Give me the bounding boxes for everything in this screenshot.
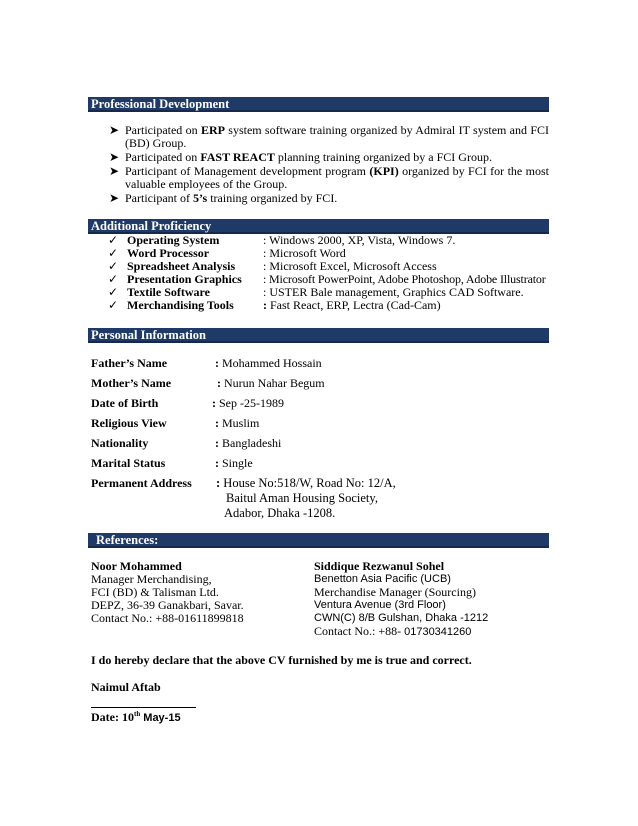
- list-item: ➤ Participant of 5’s training organized by FCI.: [109, 191, 338, 205]
- declaration-text: I do hereby declare that the above CV furnished by me is true and correct.: [91, 653, 472, 667]
- arrow-bullet-icon: ➤: [109, 150, 120, 164]
- cv-page: Professional Development ➤ Participated on ERP system software training organized by Admiral IT system and FCI (BD) Group. ➤ Participated on FAST REACT planning training organized by a FCI Group. ➤ Participant of Management development program (KPI) organized by FCI for the most valuable employees of the Group. ➤ Participant of 5’s training organized by FCI. Additional Proficiency ✓ Operating System : Windows 2000, XP, Vista, Windows 7. ✓ Word Processor : Microsoft Word ✓ Spreadsheet Analysis : Microsoft Excel, Microsoft Access ✓ Presentation Graphics : Microsoft PowerPoint, Adobe Photoshop, Adobe Illustrator ✓ Textile Software : USTER Bale management, Graphics CAD Software. ✓ Merchandising Tools : Fast React, ERP, Lectra (Cad-Cam) Personal Information Father’s Name : Mohammed Hossain Mother’s Name : Nurun Nahar Begum Date of Birth : Sep -25-1989 Religious View : Muslim Nationality : Bangladeshi Marital Status : Single Permanent Address : House No:518/W, Road No: 12/A, Baitul Aman Housing Society, Adabor, Dhaka -1208. References: Noor Mohammed Manager Merchandising, FCI (BD) & Talisman Ltd. DEPZ, 36-39 Ganakbari, Savar. Contact No.: +88-01611899818 Siddique Rezwanul Sohel Benetton Asia Pacific (UCB) Merchandise Manager (Sourcing) Ventura Avenue (3rd Floor) CWN(C) 8/B Gulshan, Dhaka -1212 Contact No.: +88- 01730341260 I do hereby declare that the above CV furnished by me is true and correct. Naimul Aftab Date: 10th May-15: [0, 0, 638, 826]
- date-line: Date: 10th May-15: [91, 710, 181, 724]
- section-header-personal-information: Personal Information: [88, 328, 549, 343]
- list-item: ✓ Spreadsheet Analysis : Microsoft Excel, Microsoft Access: [108, 259, 437, 273]
- signature-name: Naimul Aftab: [91, 680, 161, 694]
- checkmark-icon: ✓: [108, 298, 119, 312]
- checkmark-icon: ✓: [108, 272, 119, 286]
- list-item: ✓ Presentation Graphics : Microsoft PowerPoint, Adobe Photoshop, Adobe Illustrator: [108, 272, 546, 286]
- professional-development-list: [109, 124, 549, 205]
- arrow-bullet-icon: ➤: [109, 123, 120, 137]
- section-header-additional-proficiency: Additional Proficiency: [88, 219, 549, 234]
- arrow-bullet-icon: ➤: [109, 164, 120, 178]
- arrow-bullet-icon: ➤: [109, 191, 120, 205]
- checkmark-icon: ✓: [108, 259, 119, 273]
- section-header-professional-development: Professional Development: [88, 97, 549, 112]
- reference-left: Noor Mohammed Manager Merchandising, FCI (BD) & Talisman Ltd. DEPZ, 36-39 Ganakbari, Savar. Contact No.: +88-01611899818: [91, 559, 244, 625]
- list-item: ➤ Participated on FAST REACT planning training organized by a FCI Group.: [109, 150, 492, 164]
- list-item: ✓ Word Processor : Microsoft Word: [108, 246, 346, 260]
- proficiency-list: [108, 234, 558, 312]
- checkmark-icon: ✓: [108, 233, 119, 247]
- list-item: ✓ Merchandising Tools : Fast React, ERP, Lectra (Cad-Cam): [108, 298, 441, 312]
- checkmark-icon: ✓: [108, 246, 119, 260]
- list-item: ✓ Textile Software : USTER Bale management, Graphics CAD Software.: [108, 285, 524, 299]
- signature-line: [91, 707, 196, 708]
- reference-right: Siddique Rezwanul Sohel Benetton Asia Pacific (UCB) Merchandise Manager (Sourcing) Ventura Avenue (3rd Floor) CWN(C) 8/B Gulshan, Dhaka -1212 Contact No.: +88- 01730341260: [314, 559, 489, 638]
- reference-name: Siddique Rezwanul Sohel: [314, 559, 445, 573]
- list-item: ➤ Participated on ERP system software training organized by Admiral IT system and FCI (BD) Group.: [109, 123, 549, 150]
- list-item: ✓ Operating System : Windows 2000, XP, Vista, Windows 7.: [108, 233, 456, 247]
- checkmark-icon: ✓: [108, 285, 119, 299]
- list-item: ➤ Participant of Management development program (KPI) organized by FCI for the most valuable employees of the Group.: [109, 164, 549, 191]
- section-header-references: References:: [88, 533, 549, 548]
- reference-name: Noor Mohammed: [91, 559, 182, 573]
